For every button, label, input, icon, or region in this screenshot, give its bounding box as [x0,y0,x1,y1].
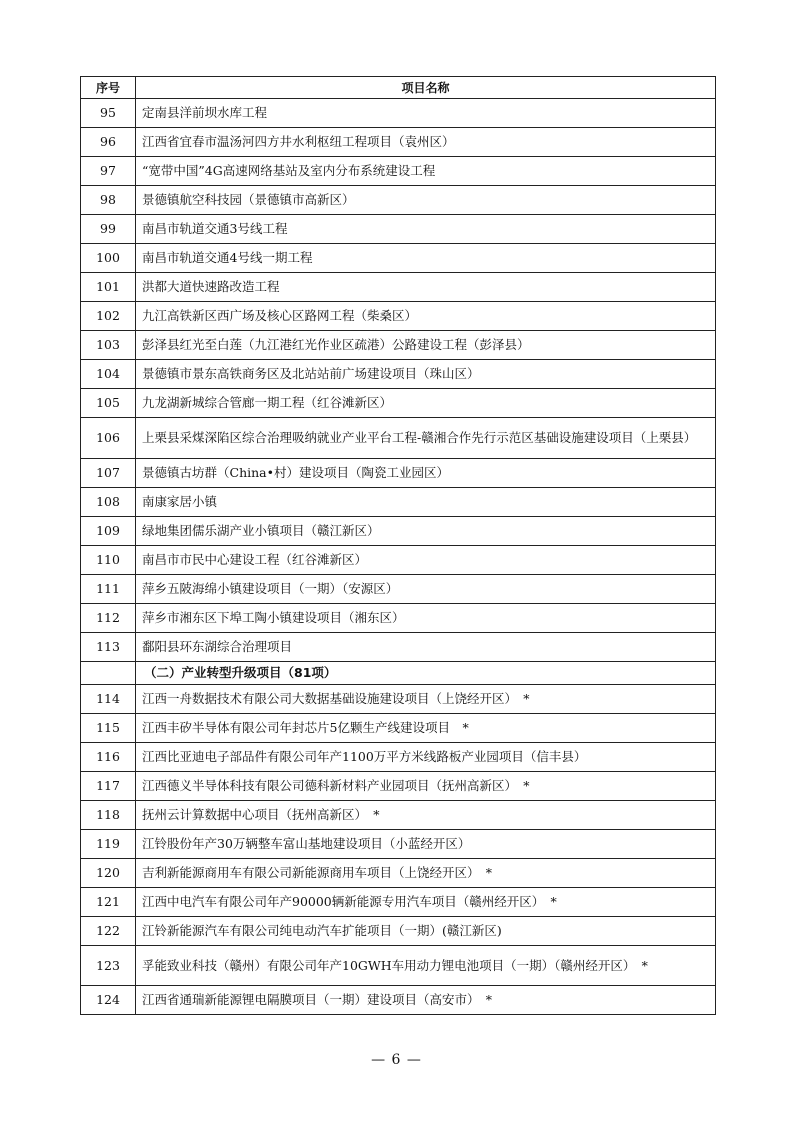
table-row [81,273,716,302]
row-number [81,662,136,685]
project-name: 定南县洋前坝水库工程 [136,99,716,128]
table-row [81,743,716,772]
page-number: — 6 — [371,1052,422,1068]
table-row [81,389,716,418]
table-row [81,418,716,459]
table-row [81,215,716,244]
table-row [81,244,716,273]
project-name: 九江高铁新区西广场及核心区路网工程（柴桑区） [136,302,716,331]
row-number: 115 [81,714,136,743]
row-number: 96 [81,128,136,157]
project-name: 九龙湖新城综合管廊一期工程（红谷滩新区） [136,389,716,418]
project-name: 江西省宜春市温汤河四方井水利枢纽工程项目（袁州区） [136,128,716,157]
project-name: 江西德义半导体科技有限公司德科新材料产业园项目（抚州高新区） * [136,772,716,801]
table-row [81,946,716,986]
table-body [81,99,716,1015]
row-number: 112 [81,604,136,633]
table-row [81,360,716,389]
section-header-row [81,662,716,685]
row-number: 99 [81,215,136,244]
table-row [81,331,716,360]
table-row [81,517,716,546]
table-row [81,685,716,714]
table-row [81,157,716,186]
project-name: 抚州云计算数据中心项目（抚州高新区） * [136,801,716,830]
row-number: 107 [81,459,136,488]
project-name: 江西中电汽车有限公司年产90000辆新能源专用汽车项目（赣州经开区） * [136,888,716,917]
project-name: 鄱阳县环东湖综合治理项目 [136,633,716,662]
project-table [80,76,716,1015]
project-name: 彭泽县红光至白莲（九江港红光作业区疏港）公路建设工程（彭泽县） [136,331,716,360]
project-name: 江西丰矽半导体有限公司年封芯片5亿颗生产线建设项目 * [136,714,716,743]
row-number: 104 [81,360,136,389]
table-row [81,986,716,1015]
row-number: 123 [81,946,136,986]
row-number: 97 [81,157,136,186]
project-name: 江铃股份年产30万辆整车富山基地建设项目（小蓝经开区） [136,830,716,859]
project-name: 江西省通瑞新能源锂电隔膜项目（一期）建设项目（高安市） * [136,986,716,1015]
table-row [81,459,716,488]
project-name: 洪都大道快速路改造工程 [136,273,716,302]
table-row [81,604,716,633]
project-name: “宽带中国”4G高速网络基站及室内分布系统建设工程 [136,157,716,186]
row-number: 100 [81,244,136,273]
project-name: 上栗县采煤深陷区综合治理吸纳就业产业平台工程-赣湘合作先行示范区基础设施建设项目（上栗县） [136,418,716,459]
project-name: 南昌市轨道交通3号线工程 [136,215,716,244]
section-title: （二）产业转型升级项目（81项） [136,662,716,685]
row-number: 95 [81,99,136,128]
table-row [81,830,716,859]
project-name: 江西比亚迪电子部品件有限公司年产1100万平方米线路板产业园项目（信丰县） [136,743,716,772]
table-row [81,772,716,801]
project-name: 南昌市轨道交通4号线一期工程 [136,244,716,273]
row-number: 101 [81,273,136,302]
row-number: 119 [81,830,136,859]
row-number: 109 [81,517,136,546]
row-number: 106 [81,418,136,459]
row-number: 108 [81,488,136,517]
project-name: 江铃新能源汽车有限公司纯电动汽车扩能项目（一期）(赣江新区) [136,917,716,946]
table-row [81,302,716,331]
row-number: 117 [81,772,136,801]
table-row [81,99,716,128]
row-number: 102 [81,302,136,331]
header-name: 项目名称 [136,77,716,99]
project-name: 南昌市市民中心建设工程（红谷滩新区） [136,546,716,575]
row-number: 98 [81,186,136,215]
project-name: 景德镇市景东高铁商务区及北站站前广场建设项目（珠山区） [136,360,716,389]
table-row [81,917,716,946]
row-number: 103 [81,331,136,360]
row-number: 114 [81,685,136,714]
row-number: 118 [81,801,136,830]
table-row [81,633,716,662]
row-number: 110 [81,546,136,575]
table-row [81,801,716,830]
row-number: 120 [81,859,136,888]
table-row [81,186,716,215]
table-row [81,488,716,517]
project-name: 南康家居小镇 [136,488,716,517]
project-name: 萍乡五陂海绵小镇建设项目（一期）（安源区） [136,575,716,604]
table-row [81,575,716,604]
project-name: 景德镇航空科技园（景德镇市高新区） [136,186,716,215]
row-number: 111 [81,575,136,604]
table-row [81,546,716,575]
table-header-row [81,77,716,99]
table-row [81,128,716,157]
header-no: 序号 [81,77,136,99]
row-number: 116 [81,743,136,772]
table-row [81,888,716,917]
row-number: 105 [81,389,136,418]
row-number: 121 [81,888,136,917]
project-name: 景德镇古坊群（China•村）建设项目（陶瓷工业园区） [136,459,716,488]
project-name: 萍乡市湘东区下埠工陶小镇建设项目（湘东区） [136,604,716,633]
table-row [81,714,716,743]
project-name: 孚能致业科技（赣州）有限公司年产10GWH车用动力锂电池项目（一期）（赣州经开区） * [136,946,716,986]
project-name: 江西一舟数据技术有限公司大数据基础设施建设项目（上饶经开区） * [136,685,716,714]
row-number: 113 [81,633,136,662]
project-name: 绿地集团儒乐湖产业小镇项目（赣江新区） [136,517,716,546]
project-name: 吉利新能源商用车有限公司新能源商用车项目（上饶经开区） * [136,859,716,888]
row-number: 124 [81,986,136,1015]
row-number: 122 [81,917,136,946]
table-row [81,859,716,888]
